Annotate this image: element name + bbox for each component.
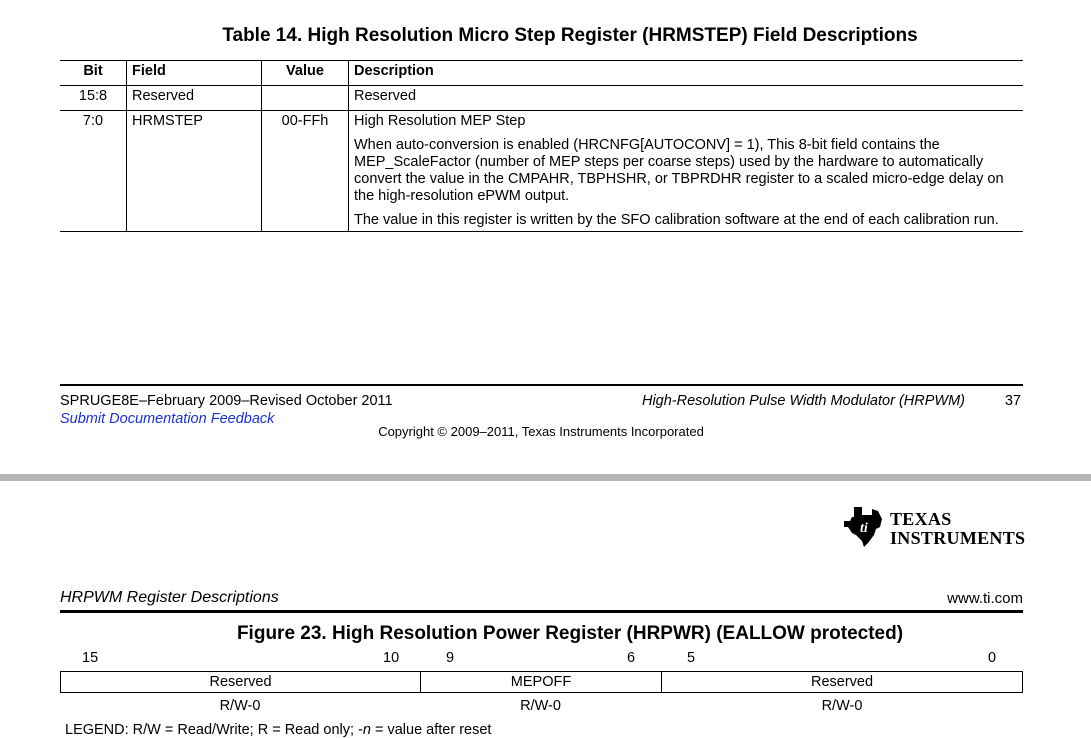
table-header-row: [60, 61, 1023, 86]
section-title: HRPWM Register Descriptions: [60, 589, 279, 606]
bit-number: 6: [627, 650, 636, 666]
page-separator: [0, 474, 1091, 481]
header-description: Description: [349, 61, 1024, 86]
header-bit: Bit: [60, 61, 127, 86]
field-description-table: [60, 60, 1023, 232]
page-number: 37: [1004, 393, 1021, 409]
cell-value: 00-FFh: [262, 111, 349, 232]
table-title: Table 14. High Resolution Micro Step Register (HRMSTEP) Field Descriptions: [222, 25, 918, 46]
texas-state-logo-icon: [842, 505, 886, 549]
description-paragraph: The value in this register is written by the SFO calibration software at the end of each calibration run.: [354, 212, 999, 228]
chapter-title: High-Resolution Pulse Width Modulator (HRPWM): [641, 393, 965, 409]
cell-description: Reserved: [349, 86, 1024, 111]
ti-logo: [842, 505, 1027, 551]
logo-line-1: TEXAS: [890, 509, 952, 529]
cell-description: [349, 111, 1024, 232]
footer-divider: [60, 384, 1023, 386]
legend-variable: n: [362, 722, 371, 738]
register-field: MEPOFF: [421, 672, 662, 692]
bit-number: 15: [82, 650, 99, 666]
description-paragraph: When auto-conversion is enabled (HRCNFG[AUTOCONV] = 1), This 8-bit field contains the MEP_ScaleFactor (number of MEP steps per coarse steps) used by the hardware to automatically convert the value in the CMPAHR, TBPHSHR, or TBPRDHR register to a scaled micro-edge delay on the high-resolution ePWM output.: [354, 137, 1004, 204]
register-access: R/W-0: [219, 698, 261, 714]
header-value: Value: [262, 61, 349, 86]
legend-text: = value after reset: [370, 722, 492, 738]
cell-field: HRMSTEP: [127, 111, 262, 232]
register-layout: [60, 671, 1023, 693]
table-row: [60, 111, 1023, 232]
feedback-link[interactable]: Submit Documentation Feedback: [60, 411, 275, 427]
description-heading: High Resolution MEP Step: [354, 113, 526, 129]
copyright-notice: Copyright © 2009–2011, Texas Instruments Incorporated: [378, 424, 704, 439]
bit-number: 5: [687, 650, 696, 666]
bit-number: 9: [446, 650, 455, 666]
register-field: Reserved: [810, 674, 874, 690]
bit-number: 10: [383, 650, 400, 666]
register-field: Reserved: [61, 672, 421, 692]
table-row: [60, 86, 1023, 111]
header-divider: [60, 610, 1023, 613]
svg-text:ti: ti: [860, 521, 868, 536]
cell-value: [262, 86, 349, 111]
figure-title: Figure 23. High Resolution Power Register (HRPWR) (EALLOW protected): [236, 623, 904, 644]
legend-text: LEGEND: R/W = Read/Write; R = Read only; -: [65, 722, 363, 738]
header-field: Field: [127, 61, 262, 86]
register-legend: [65, 722, 491, 738]
cell-field: Reserved: [127, 86, 262, 111]
website-link[interactable]: www.ti.com: [947, 590, 1023, 607]
bit-number: 0: [988, 650, 997, 666]
register-access: R/W-0: [520, 698, 561, 714]
cell-bit: 7:0: [60, 111, 127, 232]
register-access: R/W-0: [821, 698, 863, 714]
logo-line-2: INSTRUMENTS: [890, 528, 1026, 548]
document-id: SPRUGE8E–February 2009–Revised October 2011: [60, 393, 393, 409]
cell-bit: 15:8: [60, 86, 127, 111]
